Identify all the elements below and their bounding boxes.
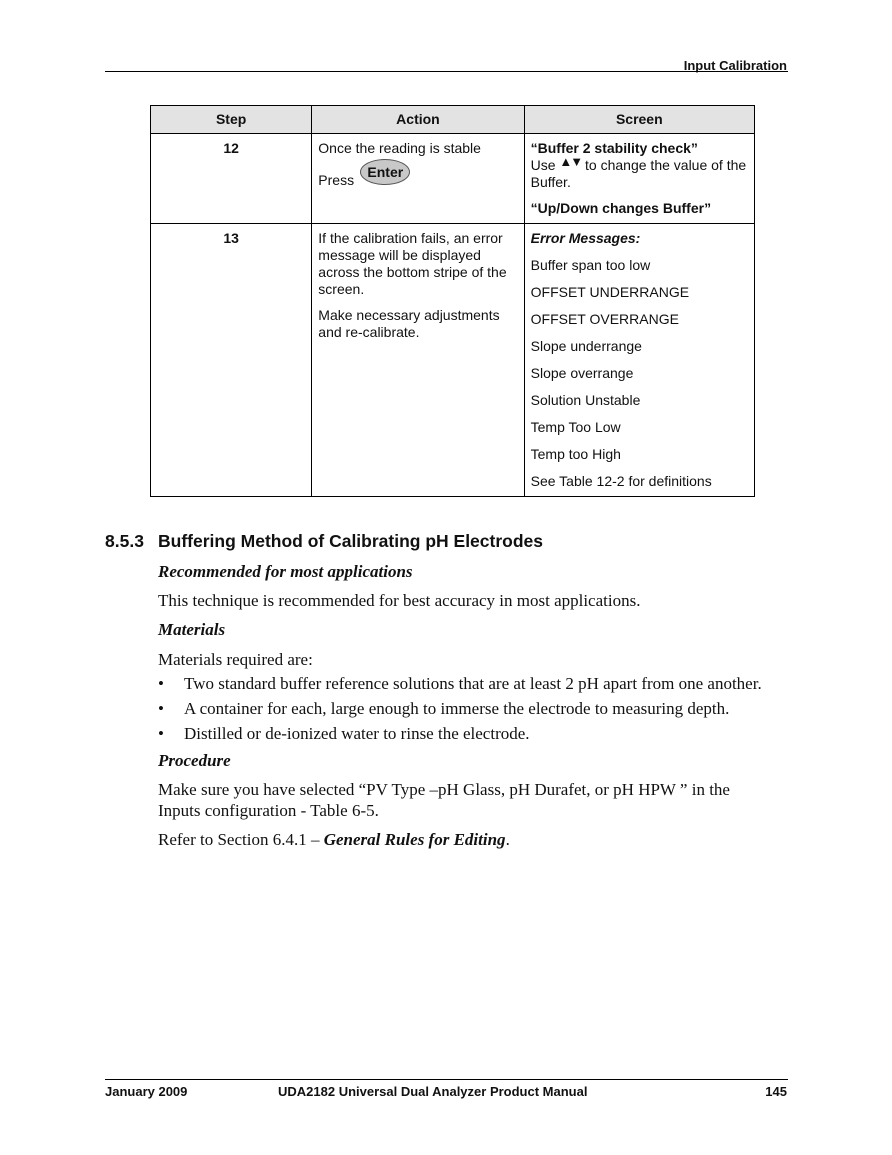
- procedure-heading: Procedure: [158, 751, 231, 770]
- press-enter-instruction: [318, 163, 517, 193]
- error-message: Buffer span too low: [530, 257, 651, 273]
- screen-cell: [524, 224, 754, 497]
- error-definitions-reference: See Table 12-2 for definitions: [530, 473, 712, 489]
- section-number: 8.5.3: [105, 531, 144, 551]
- step-number: 12: [151, 134, 312, 224]
- screen-prompt-footer: “Up/Down changes Buffer”: [530, 200, 712, 216]
- bullet-icon: •: [158, 674, 164, 693]
- action-text: Make necessary adjustments and re-calibrate.: [318, 307, 500, 340]
- materials-intro: Materials required are:: [158, 650, 313, 669]
- enter-key-icon: Enter: [360, 159, 410, 185]
- refer-to-section: [158, 829, 798, 850]
- list-item: [158, 698, 798, 723]
- screen-prompt-title: “Buffer 2 stability check”: [530, 140, 698, 156]
- refer-suffix: .: [505, 830, 510, 849]
- action-cell: [312, 134, 524, 224]
- bullet-icon: •: [158, 724, 164, 743]
- screen-instruction: [530, 154, 748, 191]
- error-message: OFFSET UNDERRANGE: [530, 284, 690, 300]
- action-cell: [312, 224, 524, 497]
- section-title: Buffering Method of Calibrating pH Electrodes: [158, 531, 544, 551]
- action-text: Once the reading is stable: [318, 140, 481, 156]
- section-heading: [105, 531, 543, 552]
- table-header-row: [151, 106, 755, 134]
- error-message: Slope underrange: [530, 338, 642, 354]
- screen-cell: [524, 134, 754, 224]
- press-label: Press: [318, 172, 355, 188]
- materials-heading: Materials: [158, 620, 226, 639]
- error-message: Solution Unstable: [530, 392, 641, 408]
- error-message: Temp too High: [530, 446, 621, 462]
- calibration-steps-table: [150, 105, 755, 497]
- header-rule: [105, 71, 788, 72]
- table-row: [151, 134, 755, 224]
- table-row: [151, 224, 755, 497]
- refer-prefix: Refer to Section 6.4.1 –: [158, 830, 324, 849]
- materials-list: [158, 673, 798, 748]
- up-down-arrows-icon: ▲▼: [559, 154, 582, 169]
- footer-manual-title: UDA2182 Universal Dual Analyzer Product Manual: [278, 1084, 588, 1099]
- error-message: Slope overrange: [530, 365, 634, 381]
- footer-rule: [105, 1079, 788, 1080]
- procedure-text: Make sure you have selected “PV Type –pH Glass, pH Durafet, or pH HPW ” in the Inputs configuration - Table 6-5.: [158, 780, 730, 820]
- step-number: 13: [151, 224, 312, 497]
- list-item: [158, 723, 798, 748]
- error-message: OFFSET OVERRANGE: [530, 311, 679, 327]
- error-message: Temp Too Low: [530, 419, 621, 435]
- list-item-text: A container for each, large enough to immerse the electrode to measuring depth.: [184, 699, 730, 718]
- use-prefix: Use: [530, 157, 556, 173]
- action-text: If the calibration fails, an error message will be displayed across the bottom stripe of the screen.: [318, 230, 507, 297]
- recommended-text: This technique is recommended for best accuracy in most applications.: [158, 591, 641, 610]
- list-item-text: Distilled or de-ionized water to rinse the electrode.: [184, 724, 530, 743]
- recommended-heading: Recommended for most applications: [158, 562, 413, 581]
- use-suffix: to change the value of the Buffer.: [530, 157, 747, 190]
- running-header-title: Input Calibration: [683, 58, 787, 73]
- bullet-icon: •: [158, 699, 164, 718]
- column-header-action: Action: [312, 106, 524, 134]
- error-messages-title: Error Messages:: [530, 230, 641, 246]
- column-header-step: Step: [151, 106, 312, 134]
- list-item: [158, 673, 798, 698]
- footer-date: January 2009: [105, 1084, 188, 1099]
- list-item-text: Two standard buffer reference solutions that are at least 2 pH apart from one another.: [184, 674, 762, 693]
- page-number: 145: [765, 1084, 787, 1099]
- refer-section-link[interactable]: General Rules for Editing: [323, 830, 506, 849]
- column-header-screen: Screen: [524, 106, 754, 134]
